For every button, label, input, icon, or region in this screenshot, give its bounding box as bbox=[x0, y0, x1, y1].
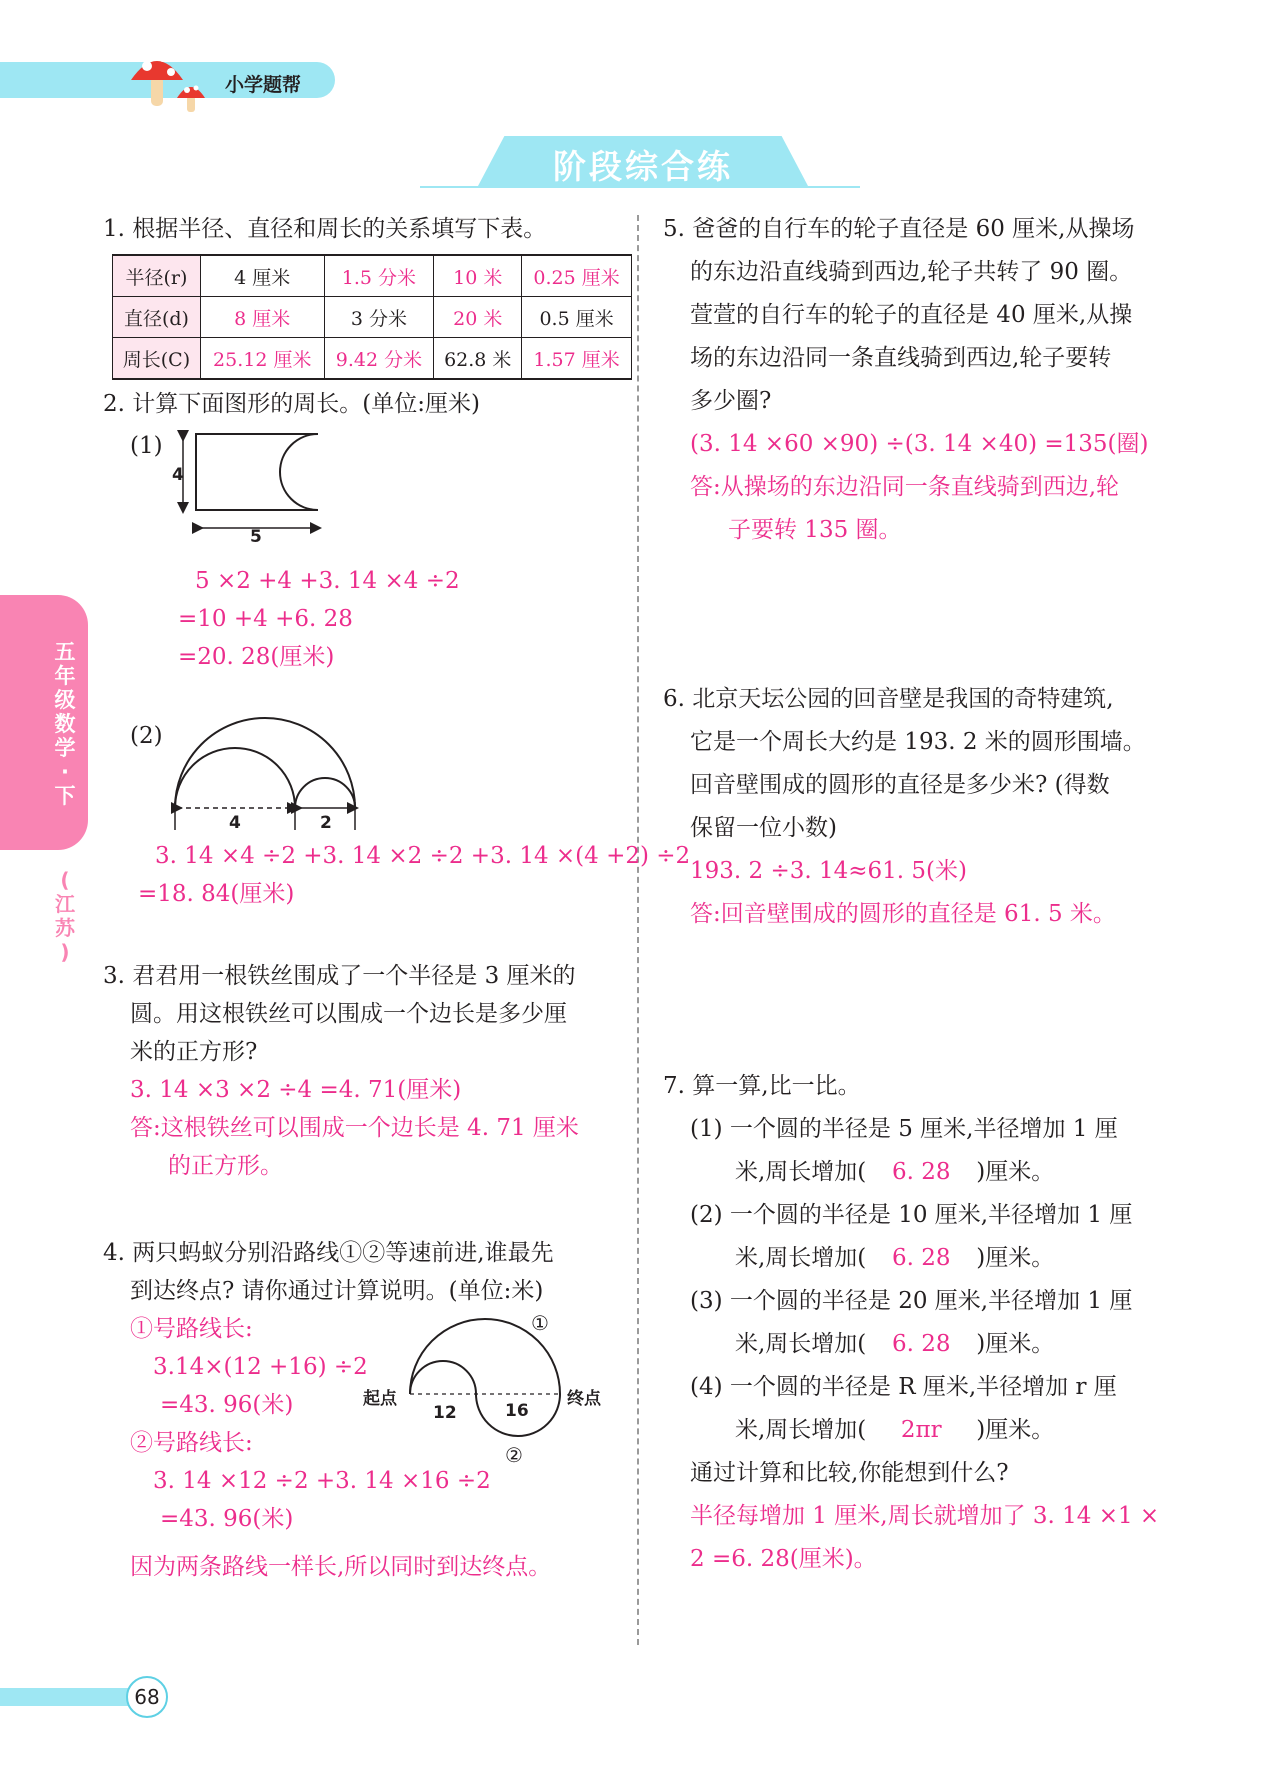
table-header-cell: 周长(C) bbox=[113, 338, 201, 380]
q7-answer: 6. 28 bbox=[892, 1245, 951, 1271]
dim-width: 5 bbox=[250, 527, 262, 547]
q5-line: 萱萱的自行车的轮子的直径是 40 厘米,从操 bbox=[690, 302, 1133, 328]
relation-table bbox=[112, 254, 632, 380]
route1-marker: ① bbox=[531, 1311, 549, 1335]
table-row bbox=[113, 255, 632, 297]
table-cell: 1.57 厘米 bbox=[522, 338, 632, 380]
q2-figure-2 bbox=[165, 710, 365, 835]
end-label: 终点 bbox=[567, 1389, 601, 1409]
q4-route2-work: =43. 96(米) bbox=[160, 1506, 294, 1532]
q7-question: 通过计算和比较,你能想到什么? bbox=[690, 1460, 1009, 1486]
q3-answer-line: 的正方形。 bbox=[168, 1153, 283, 1179]
mushroom-icon bbox=[125, 40, 215, 115]
q7-item-blank-line: 米,周长增加( 6. 28 )厘米。 bbox=[735, 1151, 1054, 1194]
start-label: 起点 bbox=[363, 1389, 397, 1409]
table-cell: 9.42 分米 bbox=[324, 338, 434, 380]
q7-answer: 6. 28 bbox=[892, 1159, 951, 1185]
table-cell: 25.12 厘米 bbox=[200, 338, 324, 380]
q5-answer-line: 子要转 135 圈。 bbox=[728, 517, 902, 543]
q2-work-2-line: 3. 14 ×4 ÷2 +3. 14 ×2 ÷2 +3. 14 ×(4 +2) ÷2 bbox=[155, 843, 691, 869]
table-header-cell: 直径(d) bbox=[113, 297, 201, 338]
page-title: 阶段综合练 bbox=[553, 147, 733, 186]
q5-line: 多少圈? bbox=[690, 388, 772, 414]
q6-work: 193. 2 ÷3. 14≈61. 5(米) bbox=[690, 858, 967, 884]
q3-line: 圆。用这根铁丝可以围成一个边长是多少厘 bbox=[130, 1001, 567, 1027]
q7-item-blank-line: 米,周长增加( 6. 28 )厘米。 bbox=[735, 1237, 1054, 1280]
q7-item-line: (1) 一个圆的半径是 5 厘米,半径增加 1 厘 bbox=[690, 1116, 1118, 1142]
route2-marker: ② bbox=[505, 1443, 523, 1465]
brand-label: 小学题帮 bbox=[225, 74, 302, 96]
table-cell: 4 厘米 bbox=[200, 255, 324, 297]
table-cell: 62.8 米 bbox=[434, 338, 522, 380]
q5-line: 场的东边沿同一条直线骑到西边,轮子要转 bbox=[690, 345, 1112, 371]
q1-prompt: 1. 根据半径、直径和周长的关系填写下表。 bbox=[103, 216, 547, 242]
q3-line: 米的正方形? bbox=[130, 1039, 258, 1065]
q6-line: 6. 北京天坛公园的回音壁是我国的奇特建筑, bbox=[663, 686, 1114, 712]
table-cell: 8 厘米 bbox=[200, 297, 324, 338]
q2-part1-label: (1) bbox=[130, 433, 163, 459]
q5-line: 的东边沿直线骑到西边,轮子共转了 90 圈。 bbox=[690, 259, 1133, 285]
table-row bbox=[113, 297, 632, 338]
q4-route1-work: 3.14×(12 +16) ÷2 bbox=[153, 1354, 368, 1380]
q4-route1-work: =43. 96(米) bbox=[160, 1392, 294, 1418]
dim-b: 2 bbox=[320, 813, 332, 833]
table-header-cell: 半径(r) bbox=[113, 255, 201, 297]
q2-work-2-line: =18. 84(厘米) bbox=[138, 881, 295, 907]
q5-line: 5. 爸爸的自行车的轮子直径是 60 厘米,从操场 bbox=[663, 216, 1135, 242]
q7-answer-line: 2 =6. 28(厘米)。 bbox=[690, 1546, 877, 1572]
q7-item-line: (3) 一个圆的半径是 20 厘米,半径增加 1 厘 bbox=[690, 1288, 1133, 1314]
table-cell: 1.5 分米 bbox=[324, 255, 434, 297]
q7-item-blank-line: 米,周长增加( 6. 28 )厘米。 bbox=[735, 1323, 1054, 1366]
q7-item-line: (4) 一个圆的半径是 R 厘米,半径增加 r 厘 bbox=[690, 1374, 1117, 1400]
q6-answer: 答:回音壁围成的圆形的直径是 61. 5 米。 bbox=[690, 901, 1116, 927]
page-number: 68 bbox=[126, 1676, 168, 1718]
q3-work: 3. 14 ×3 ×2 ÷4 =4. 71(厘米) bbox=[130, 1077, 462, 1103]
q6-line: 回音壁围成的圆形的直径是多少米? (得数 bbox=[690, 772, 1110, 798]
dim-height: 4 bbox=[172, 465, 184, 485]
q4-route1-label: ①号路线长: bbox=[130, 1316, 253, 1342]
table-row bbox=[113, 338, 632, 380]
q7-answer: 2πr bbox=[900, 1417, 942, 1443]
q5-answer-line: 答:从操场的东边沿同一条直线骑到西边,轮 bbox=[690, 474, 1120, 500]
q2-work-1-line: 5 ×2 +4 +3. 14 ×4 ÷2 bbox=[195, 568, 460, 594]
q7-answer-line: 半径每增加 1 厘米,周长就增加了 3. 14 ×1 × bbox=[690, 1503, 1160, 1529]
table-cell: 10 米 bbox=[434, 255, 522, 297]
column-divider bbox=[637, 215, 639, 1645]
q4-route2-label: ②号路线长: bbox=[130, 1430, 253, 1456]
seg2-label: 16 bbox=[505, 1401, 529, 1421]
q3-answer-line: 答:这根铁丝可以围成一个边长是 4. 71 厘米 bbox=[130, 1115, 579, 1141]
q6-line: 它是一个周长大约是 193. 2 米的圆形围墙。 bbox=[690, 729, 1146, 755]
q2-prompt: 2. 计算下面图形的周长。(单位:厘米) bbox=[103, 391, 480, 417]
table-cell: 0.5 厘米 bbox=[522, 297, 632, 338]
q7-item-line: (2) 一个圆的半径是 10 厘米,半径增加 1 厘 bbox=[690, 1202, 1133, 1228]
province-label: ( 江 苏 ) bbox=[55, 868, 75, 964]
q7-prompt: 7. 算一算,比一比。 bbox=[663, 1073, 861, 1099]
q2-work-1-line: =10 +4 +6. 28 bbox=[178, 606, 353, 632]
seg1-label: 12 bbox=[433, 1403, 457, 1423]
q2-figure-1 bbox=[170, 428, 330, 558]
q5-work: (3. 14 ×60 ×90) ÷(3. 14 ×40) =135(圈) bbox=[690, 431, 1149, 457]
q7-answer: 6. 28 bbox=[892, 1331, 951, 1357]
q2-part2-label: (2) bbox=[130, 723, 163, 749]
q3-line: 3. 君君用一根铁丝围成了一个半径是 3 厘米的 bbox=[103, 963, 576, 989]
table-cell: 3 分米 bbox=[324, 297, 434, 338]
table-cell: 0.25 厘米 bbox=[522, 255, 632, 297]
q4-route-figure bbox=[355, 1300, 625, 1465]
q4-line: 4. 两只蚂蚁分别沿路线①②等速前进,谁最先 bbox=[103, 1240, 554, 1266]
q6-line: 保留一位小数) bbox=[690, 815, 837, 841]
q2-work-1-line: =20. 28(厘米) bbox=[178, 644, 335, 670]
q4-route2-work: 3. 14 ×12 ÷2 +3. 14 ×16 ÷2 bbox=[153, 1468, 491, 1494]
dim-a: 4 bbox=[229, 813, 241, 833]
q4-line: 到达终点? 请你通过计算说明。(单位:米) bbox=[130, 1278, 544, 1304]
q7-item-blank-line: 米,周长增加( 2πr )厘米。 bbox=[735, 1409, 1054, 1452]
table-cell: 20 米 bbox=[434, 297, 522, 338]
grade-label: 五 年 级 数 学 · 下 bbox=[54, 640, 76, 808]
q4-conclusion: 因为两条路线一样长,所以同时到达终点。 bbox=[130, 1554, 552, 1580]
